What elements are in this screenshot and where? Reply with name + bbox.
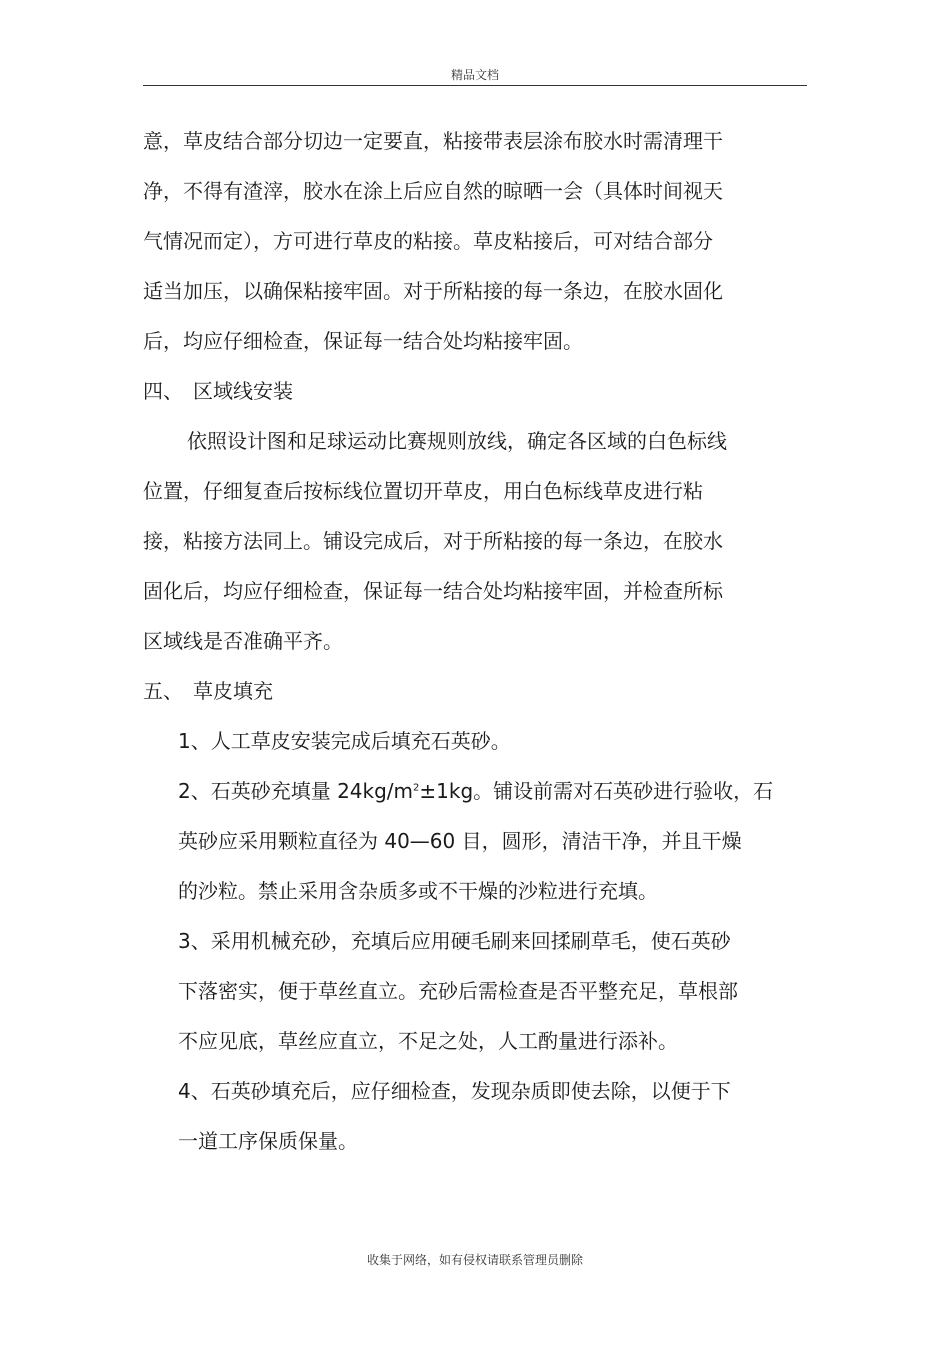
- body-line: 下落密实，便于草丝直立。充砂后需检查是否平整充足，草根部: [178, 979, 738, 1003]
- body-line: 后，均应仔细检查，保证每一结合处均粘接牢固。: [143, 329, 583, 353]
- header-rule: [143, 85, 807, 86]
- section-heading: 四、 区域线安装: [143, 379, 293, 403]
- list-item-text: ±1kg。铺设前需对石英砂进行验收，石: [419, 779, 774, 803]
- body-line: 固化后，均应仔细检查，保证每一结合处均粘接牢固，并检查所标: [143, 579, 723, 603]
- section-heading: 五、 草皮填充: [143, 679, 273, 703]
- list-item-text: 2、石英砂充填量 24kg/m: [178, 779, 414, 803]
- body-line: 一道工序保质保量。: [178, 1129, 358, 1153]
- body-line: 位置，仔细复查后按标线位置切开草皮，用白色标线草皮进行粘: [143, 479, 703, 503]
- superscript: 2: [413, 782, 420, 794]
- list-item: 3、采用机械充砂，充填后应用硬毛刷来回揉刷草毛，使石英砂: [178, 929, 731, 953]
- body-line: 的沙粒。禁止采用含杂质多或不干燥的沙粒进行充填。: [178, 879, 658, 903]
- page-header: 精品文档: [450, 68, 499, 82]
- body-line: 英砂应采用颗粒直径为 40—60 目，圆形，清洁干净，并且干燥: [178, 829, 742, 853]
- page-footer: 收集于网络，如有侵权请联系管理员删除: [366, 1253, 583, 1267]
- body-line: 意，草皮结合部分切边一定要直，粘接带表层涂布胶水时需清理干: [143, 129, 723, 153]
- body-line: 适当加压，以确保粘接牢固。对于所粘接的每一条边，在胶水固化: [143, 279, 723, 303]
- body-line: 净，不得有渣滓，胶水在涂上后应自然的晾晒一会（具体时间视天: [143, 179, 723, 203]
- list-item: 1、人工草皮安装完成后填充石英砂。: [178, 729, 511, 753]
- body-line: 接，粘接方法同上。铺设完成后，对于所粘接的每一条边，在胶水: [143, 529, 723, 553]
- body-line: 气情况而定），方可进行草皮的粘接。草皮粘接后，可对结合部分: [143, 229, 713, 253]
- body-line: 不应见底，草丝应直立，不足之处，人工酌量进行添补。: [178, 1029, 678, 1053]
- list-item: [178, 778, 773, 804]
- list-item: 4、石英砂填充后，应仔细检查，发现杂质即使去除，以便于下: [178, 1079, 731, 1103]
- body-line: 区域线是否准确平齐。: [143, 629, 343, 653]
- body-line: 依照设计图和足球运动比赛规则放线，确定各区域的白色标线: [187, 429, 727, 453]
